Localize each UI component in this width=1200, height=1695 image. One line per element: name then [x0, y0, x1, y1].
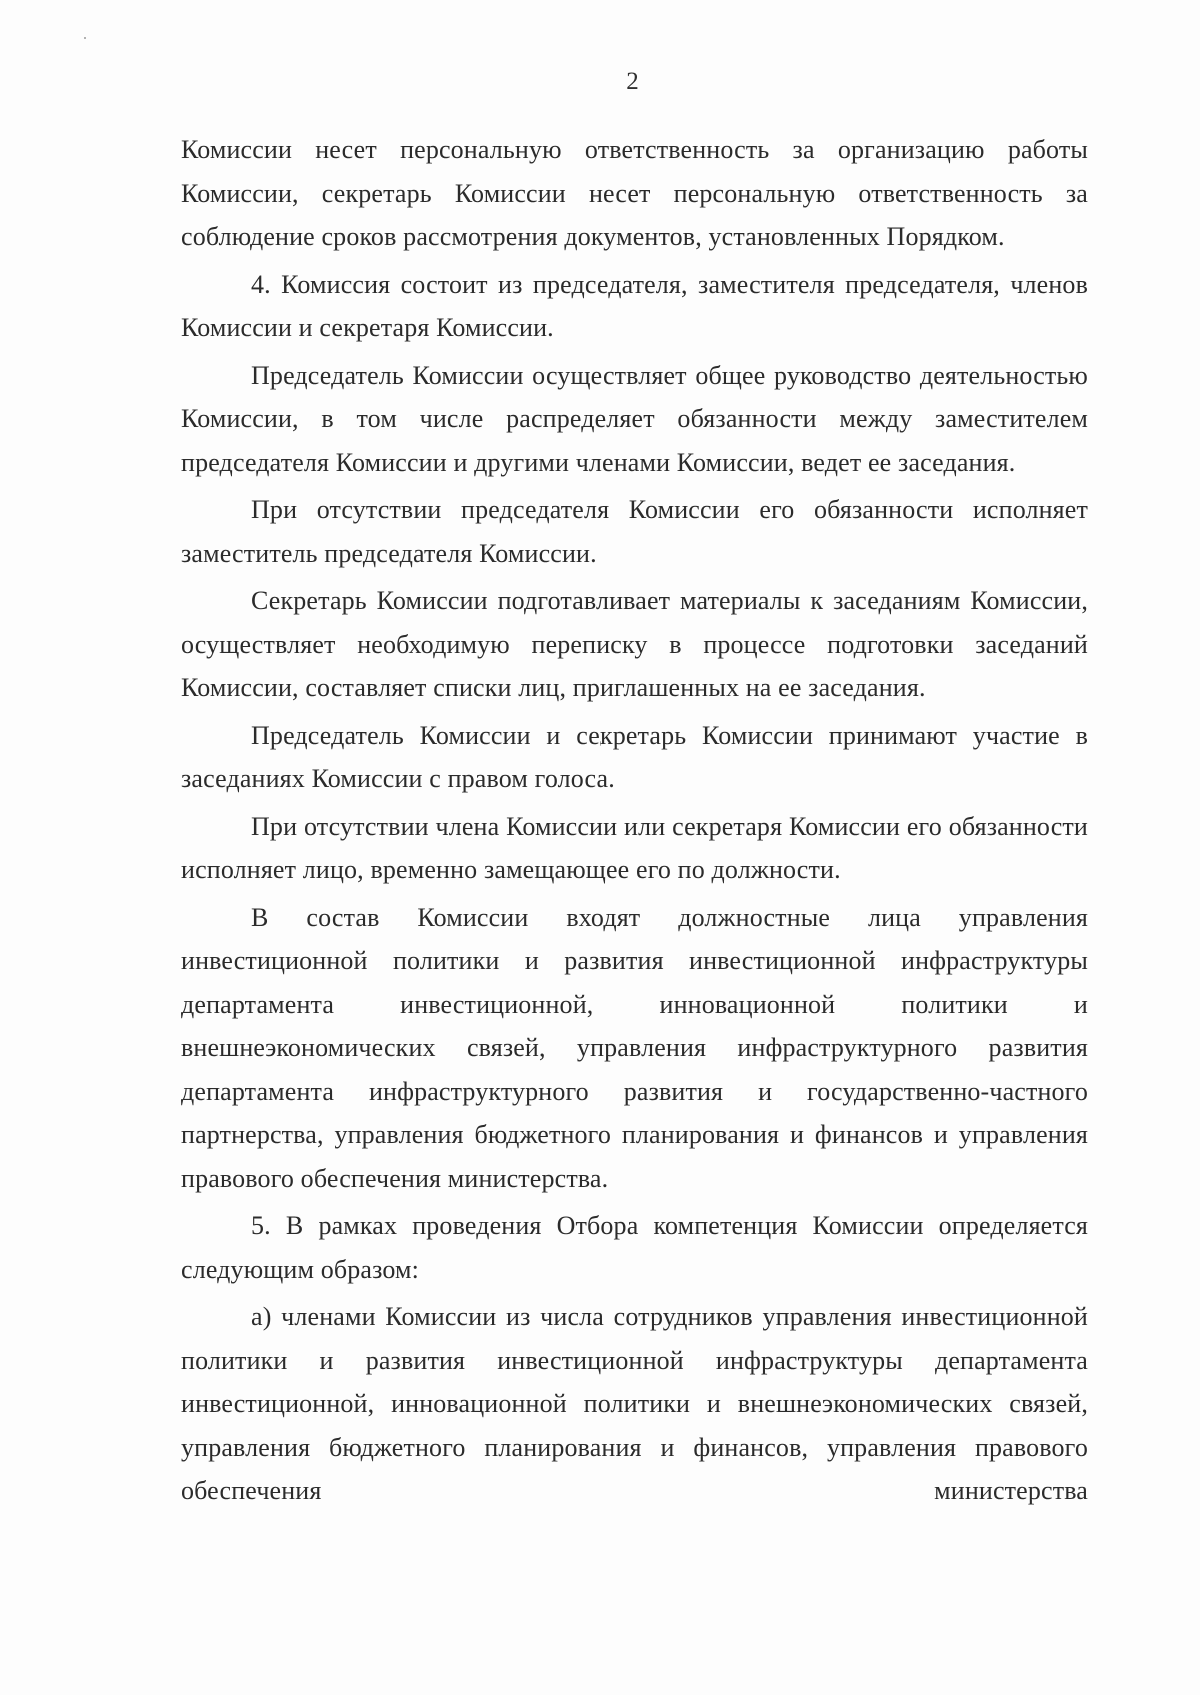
paragraph-item-4: 4. Комиссия состоит из председателя, заместителя председателя, членов Комиссии и секретаря Комиссии. — [181, 269, 1088, 342]
paragraph-voting-rights: Председатель Комиссии и секретарь Комиссии принимают участие в заседаниях Комиссии с правом голоса. — [181, 720, 1088, 793]
scan-speck — [84, 37, 86, 39]
page-number: 2 — [626, 68, 639, 95]
paragraph-chairman-duties: Председатель Комиссии осуществляет общее руководство деятельностью Комиссии, в том числе распределяет обязанности между заместителем председателя Комиссии и другими членами Комиссии, ведет ее заседания. — [181, 360, 1088, 477]
paragraph-continuation: Комиссии несет персональную ответственность за организацию работы Комиссии, секретарь Комиссии несет персональную ответственность за соблюдение сроков рассмотрения документов, установленных Порядком. — [181, 135, 1088, 251]
paragraph-item-5: 5. В рамках проведения Отбора компетенция Комиссии определяется следующим образом: — [181, 1211, 1088, 1284]
paragraph-commission-composition: В состав Комиссии входят должностные лица управления инвестиционной политики и развития инвестиционной инфраструктуры департамента инвестиционной, инновационной политики и внешнеэкономических связей, управления инфраструктурного развития департамента инфраструктурного развития и государственно-частного партнерства, управления бюджетного планирования и финансов и управления правового обеспечения министерства. — [181, 902, 1088, 1193]
document-body — [181, 128, 1088, 1513]
paragraph-secretary-duties: Секретарь Комиссии подготавливает материалы к заседаниям Комиссии, осуществляет необходимую переписку в процессе подготовки заседаний Комиссии, составляет списки лиц, приглашенных на ее заседания. — [181, 586, 1088, 702]
paragraph-item-5a: а) членами Комиссии из числа сотрудников управления инвестиционной политики и развития инвестиционной инфраструктуры департамента инвестиционной, инновационной политики и внешнеэкономических связей, управления бюджетного планирования и финансов, управления правового обеспечения министерства — [181, 1302, 1088, 1505]
paragraph-chairman-absence: При отсутствии председателя Комиссии его обязанности исполняет заместитель председателя Комиссии. — [181, 495, 1088, 568]
paragraph-member-absence: При отсутствии члена Комиссии или секретаря Комиссии его обязанности исполняет лицо, временно замещающее его по должности. — [181, 811, 1088, 884]
